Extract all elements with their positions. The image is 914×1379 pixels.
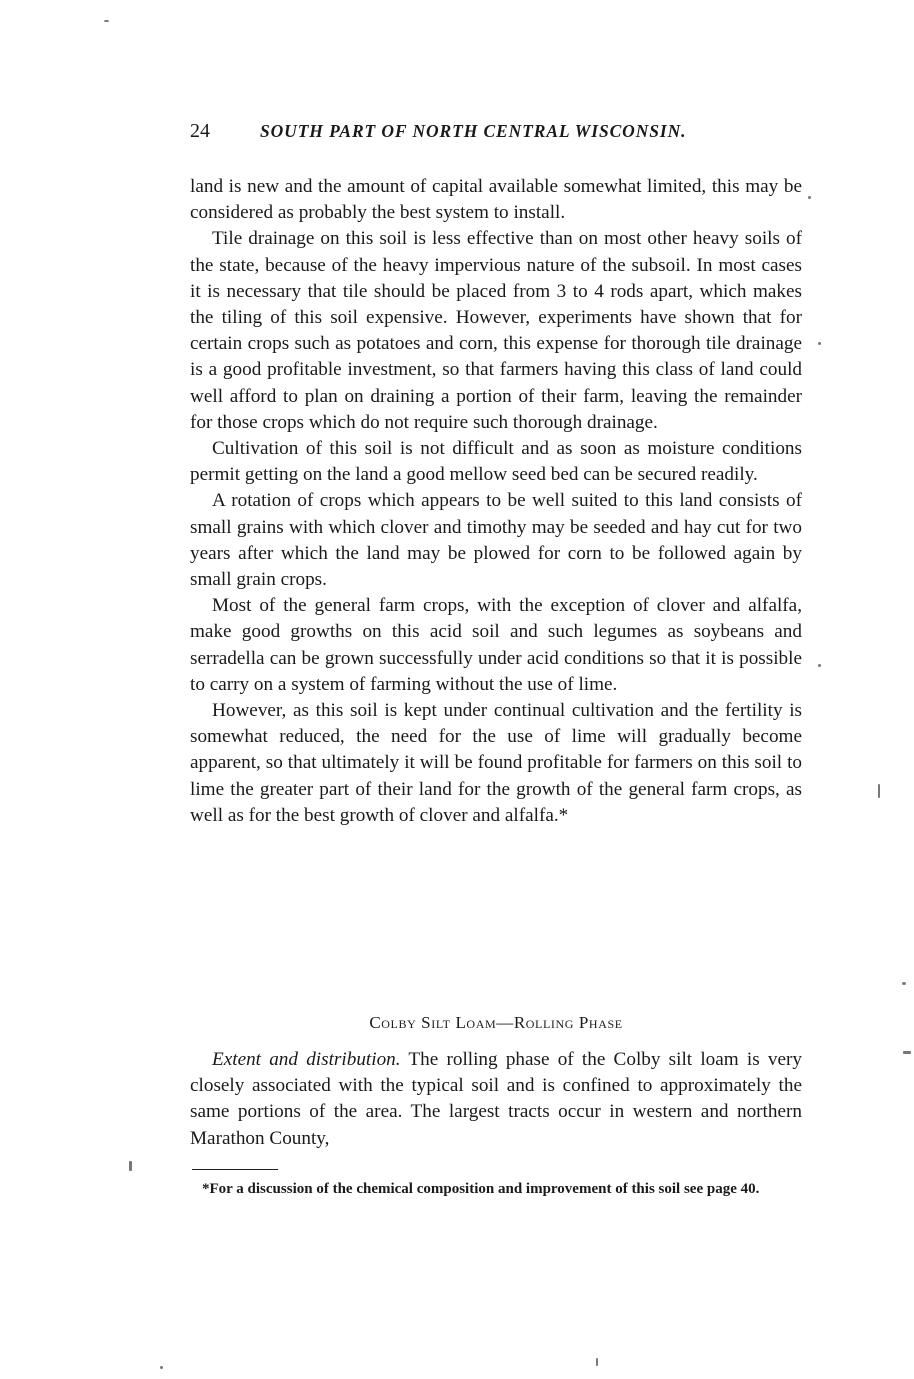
paragraph-lead: Extent and distribution.	[212, 1049, 401, 1070]
scan-speck	[808, 196, 811, 199]
scan-speck	[903, 1051, 911, 1054]
paragraph-cultivation: Cultivation of this soil is not difficult and as soon as moisture conditions permit getting on the land a good mellow seed bed can be secured readily.	[190, 438, 802, 486]
paragraph-rotation: A rotation of crops which appears to be well suited to this land consists of small grains with which clover and timothy may be seeded and hay cut for two years after which the land may be plowed for corn to be followed again by small grain crops.	[190, 490, 802, 591]
footnote-rule	[192, 1169, 278, 1170]
body-text	[190, 174, 802, 829]
running-head	[190, 120, 800, 150]
paragraph-extent-text: The rolling phase of the Colby silt loam is very closely associated with the typical soil and is confined to approximately the same portions of the area. The largest tracts occur in western and northern Marathon County,	[190, 1049, 802, 1149]
scan-speck	[818, 664, 821, 667]
footnote-text: *For a discussion of the chemical composition and improvement of this soil see page 40.	[202, 1181, 760, 1197]
paragraph-tile-drainage: Tile drainage on this soil is less effective than on most other heavy soils of the state, because of the heavy impervious nature of the subsoil. In most cases it is necessary that tile should be placed from 3 to 4 rods apart, which makes the tiling of this soil expensive. However, experiments have shown that for certain crops such as potatoes and corn, this expense for thorough tile drainage is a good profitable investment, so that farmers having this class of land could well afford to plan on draining a portion of their farm, leaving the remainder for those crops which do not require such thorough drainage.	[190, 228, 802, 433]
section-heading: Colby Silt Loam—Rolling Phase	[369, 1013, 623, 1032]
scan-speck	[902, 982, 906, 985]
paragraph-extent	[190, 1047, 802, 1152]
scan-speck	[104, 20, 109, 22]
scan-speck	[596, 1358, 598, 1366]
scan-speck	[129, 1161, 132, 1171]
scan-speck	[160, 1366, 163, 1369]
page-number: 24	[190, 120, 210, 142]
scan-speck	[818, 342, 821, 345]
section-text	[190, 1047, 802, 1152]
running-title: SOUTH PART OF NORTH CENTRAL WISCONSIN.	[260, 121, 687, 141]
scan-speck	[878, 784, 880, 798]
paragraph-continued: land is new and the amount of capital available somewhat limited, this may be considered as probably the best system to install.	[190, 176, 802, 224]
footnote	[190, 1180, 802, 1198]
paragraph-general-crops: Most of the general farm crops, with the exception of clover and alfalfa, make good growths on this acid soil and such legumes as soybeans and serradella can be grown successfully under acid conditions so that it is possible to carry on a system of farming without the use of lime.	[190, 595, 802, 695]
paragraph-lime: However, as this soil is kept under continual cultivation and the fertility is somewhat reduced, the need for the use of lime will gradually become apparent, so that ultimately it will be found profitable for farmers on this soil to lime the greater part of their land for the growth of the general farm crops, as well as for the best growth of clover and alfalfa.*	[190, 700, 802, 826]
